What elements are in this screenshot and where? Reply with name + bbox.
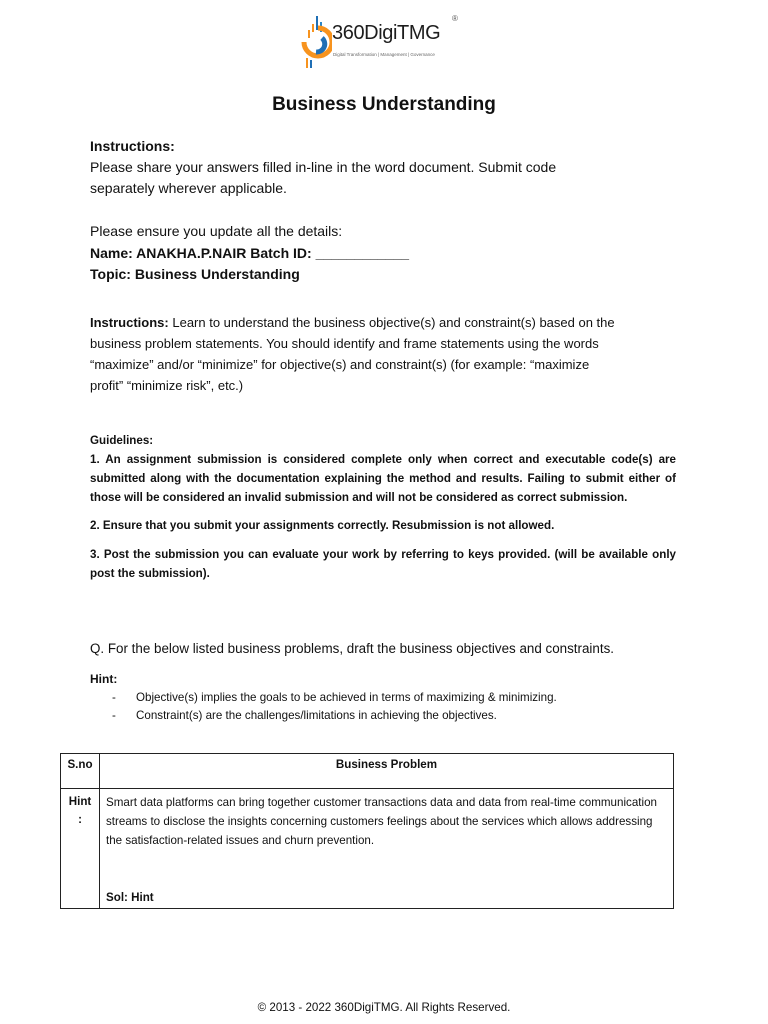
problem-cell <box>100 789 674 909</box>
list-item <box>112 689 557 707</box>
guideline-item-2: 2. Ensure that you submit your assignments correctly. Resubmission is not allowed. <box>90 519 555 532</box>
guideline-item-1: 1. An assignment submission is considered complete only when correct and executable code(s) are submitted along with the documentation explaining the method and results. Failing to submit either of those will be considered an invalid submission and will not be considered as correct submission. <box>90 453 676 504</box>
business-problem-table <box>60 753 674 909</box>
problem-text: Smart data platforms can bring together customer transactions data and data from real-time communication streams to disclose the insights concerning customers feelings about the services which allows addressing the satisfaction-related issues and churn prevention. <box>106 796 657 847</box>
name-batch-line: Name: ANAKHA.P.NAIR Batch ID: ____________ <box>90 245 410 261</box>
page-title: Business Understanding <box>272 94 496 115</box>
instructions-label: Instructions: <box>90 138 175 154</box>
hint-bullet-2: Constraint(s) are the challenges/limitations in achieving the objectives. <box>136 709 497 722</box>
instructions-line-2: separately wherever applicable. <box>90 180 287 196</box>
instructions-line-1: Please share your answers filled in-line in the word document. Submit code <box>90 159 557 175</box>
guideline-item-3: 3. Post the submission you can evaluate your work by referring to keys provided. (will be available only post the submission). <box>90 548 676 580</box>
header-sno: S.no <box>61 754 100 789</box>
hint-list <box>112 689 557 725</box>
row-label: Hint <box>68 795 92 808</box>
task-instructions <box>90 312 650 396</box>
hint-title: Hint: <box>90 672 118 686</box>
task-line-2: business problem statements. You should identify and frame statements using the words <box>90 336 599 351</box>
logo-brand-text: 360DigiTMG <box>332 22 441 44</box>
logo-mark-icon <box>296 12 332 72</box>
bullet-dash: - <box>112 709 116 722</box>
bullet-dash: - <box>112 691 116 704</box>
row-label-colon: : <box>78 813 82 826</box>
list-item <box>112 707 557 725</box>
header-business-problem: Business Problem <box>100 754 674 789</box>
task-line-4: profit” “minimize risk”, etc.) <box>90 378 244 393</box>
registered-mark: ® <box>452 14 458 23</box>
task-label: Instructions: <box>90 315 169 330</box>
table-header-row <box>61 754 674 789</box>
ensure-details-text: Please ensure you update all the details: <box>90 223 343 239</box>
topic-line: Topic: Business Understanding <box>90 266 300 282</box>
row-label-cell <box>61 789 100 909</box>
logo-tagline: Digital Transformation | Management | Governance <box>333 52 435 57</box>
hint-bullet-1: Objective(s) implies the goals to be achieved in terms of maximizing & minimizing. <box>136 691 557 704</box>
guidelines-title: Guidelines: <box>90 434 154 447</box>
task-line-1: Learn to understand the business objective(s) and constraint(s) based on the <box>172 315 615 330</box>
table-row <box>61 789 674 909</box>
solution-text: Sol: Hint <box>106 891 154 904</box>
question-text: Q. For the below listed business problems, draft the business objectives and constraints. <box>90 641 614 656</box>
company-logo <box>296 12 466 74</box>
footer-copyright: © 2013 - 2022 360DigiTMG. All Rights Reserved. <box>257 1001 511 1014</box>
task-line-3: “maximize” and/or “minimize” for objective(s) and constraint(s) (for example: “maximize <box>90 357 590 372</box>
